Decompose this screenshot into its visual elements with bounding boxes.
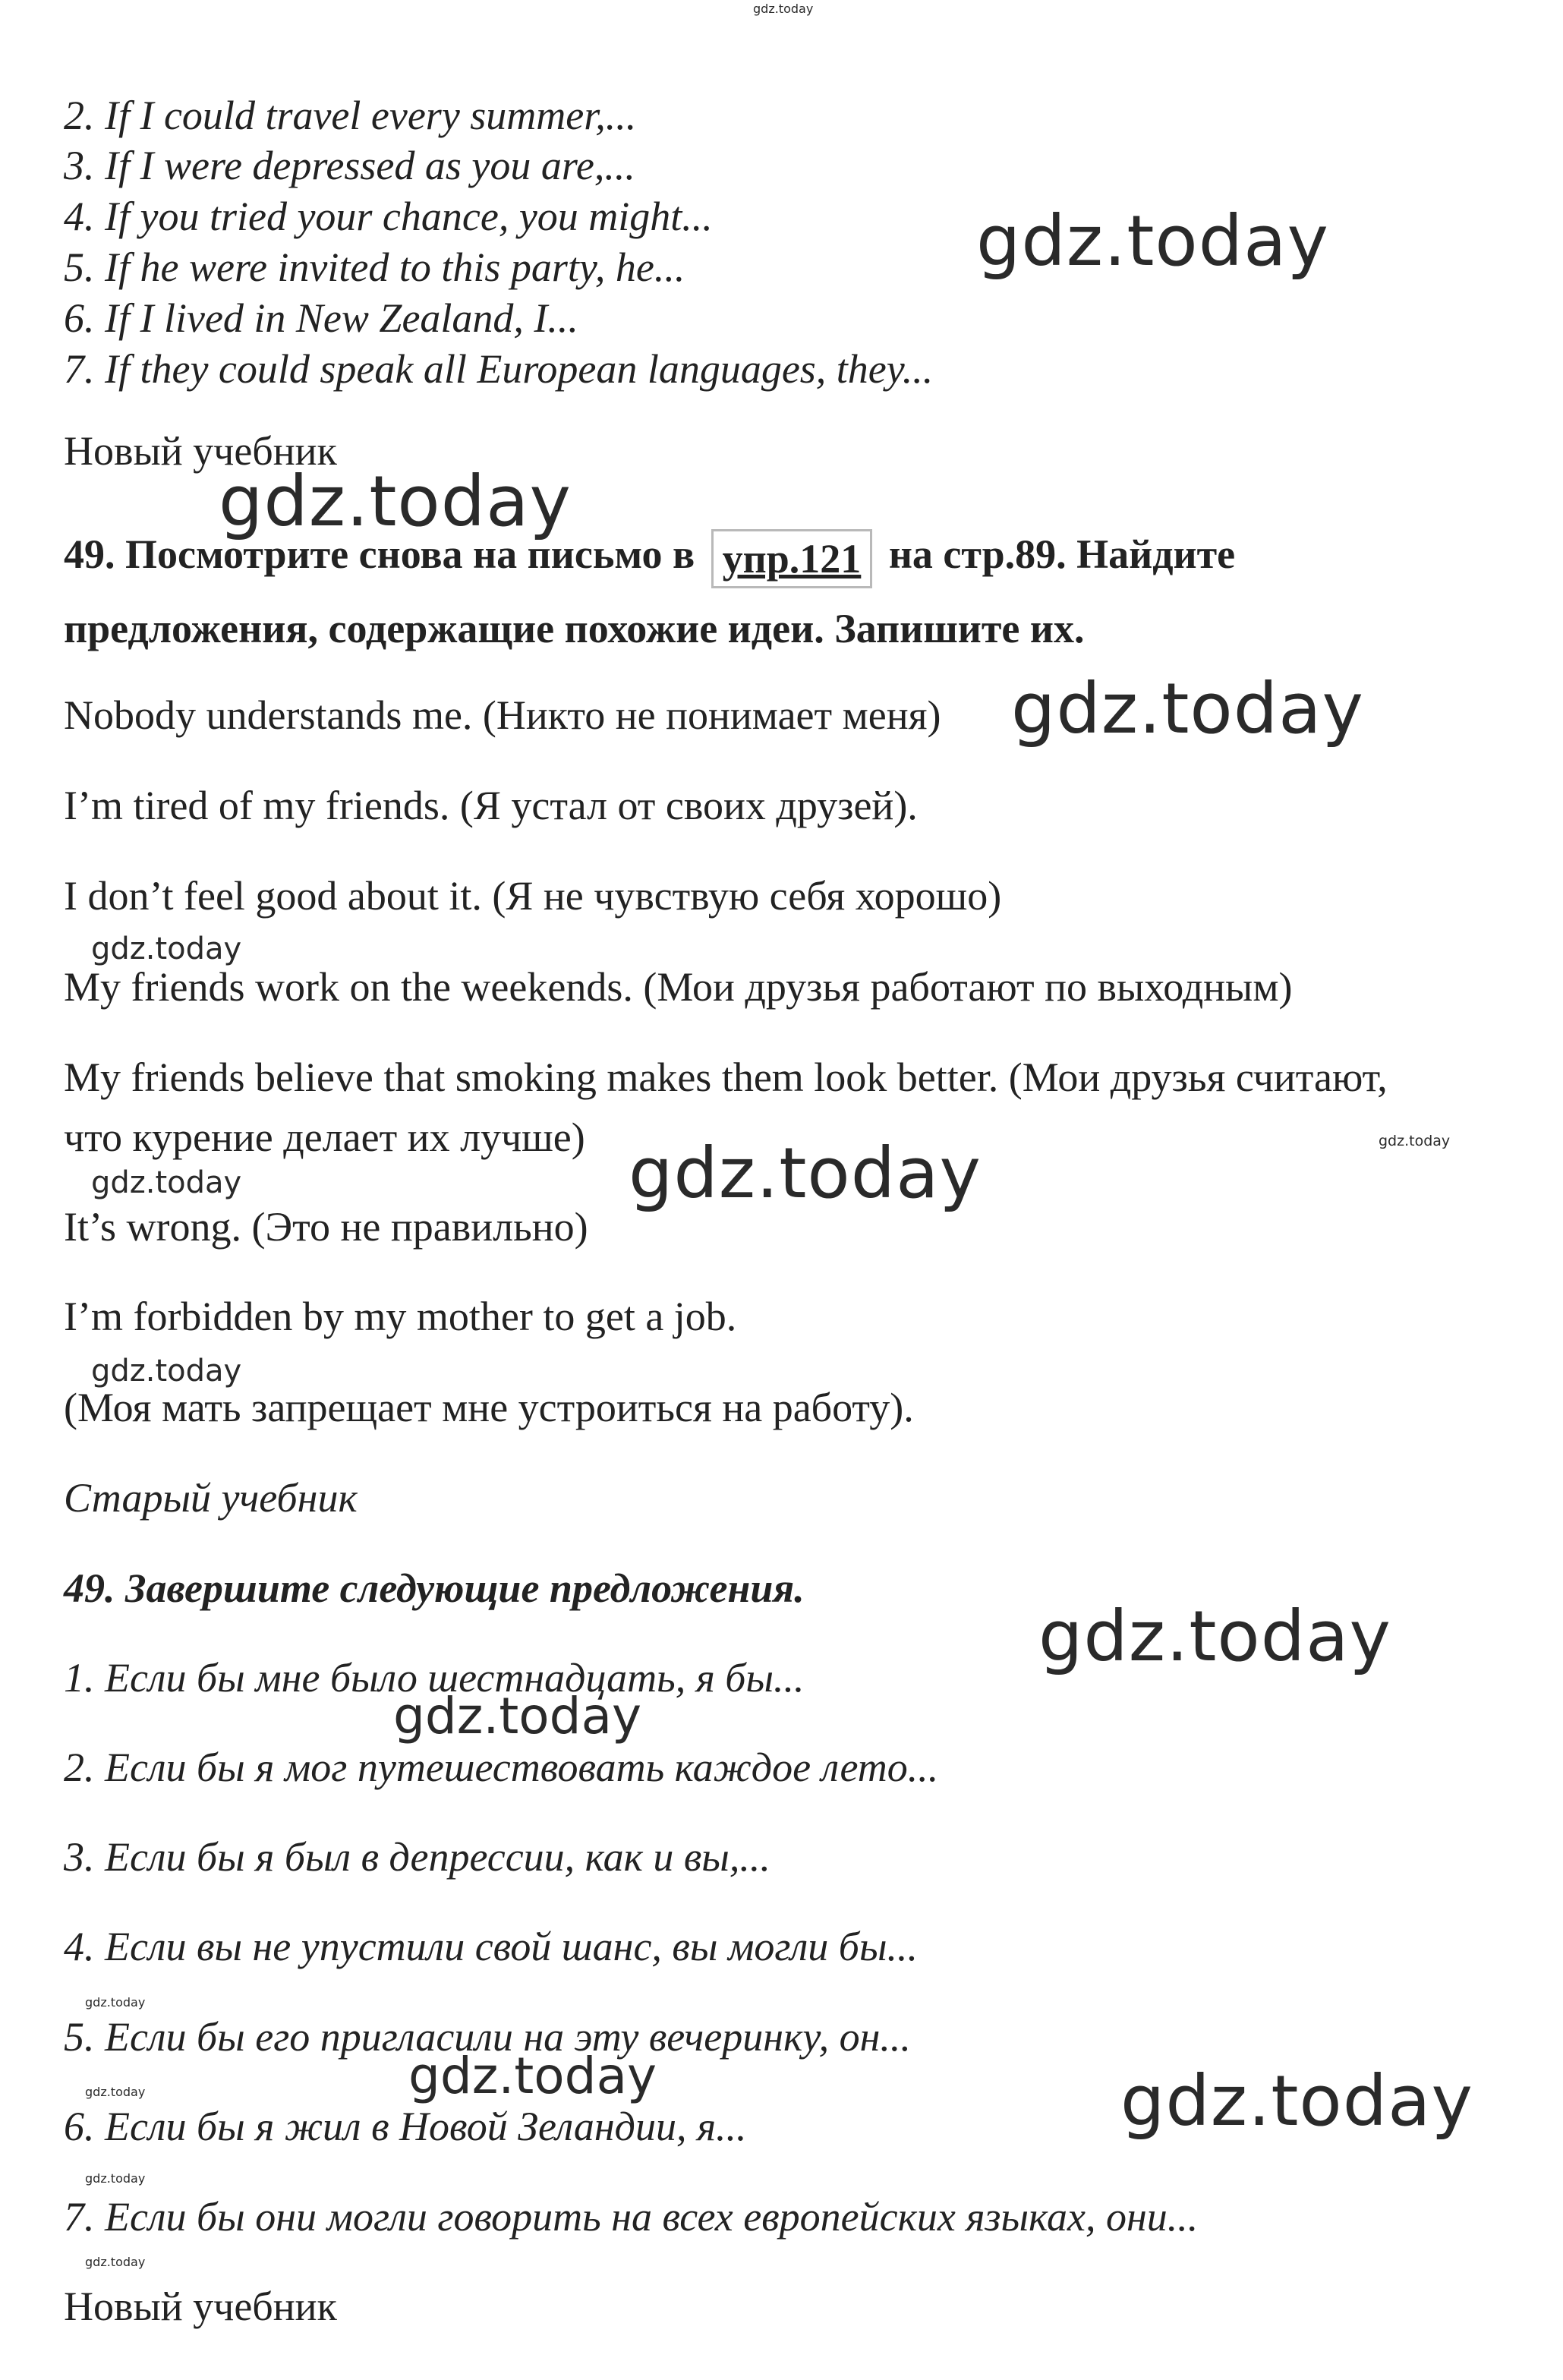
list-item-ru: 3. Если бы я был в депрессии, как и вы,... [64, 1834, 770, 1880]
watermark: gdz.today [629, 1133, 982, 1214]
watermark: gdz.today [1120, 2060, 1473, 2142]
watermark: gdz.today [91, 1165, 242, 1200]
answer-line: My friends believe that smoking makes them look better. (Мои друзья считают, [64, 1054, 1388, 1100]
watermark: gdz.today [753, 2, 814, 16]
watermark: gdz.today [1379, 1133, 1451, 1149]
answer-line: I’m tired of my friends. (Я устал от своих друзей). [64, 783, 918, 828]
watermark: gdz.today [393, 1687, 642, 1745]
list-item-ru: 5. Если бы его пригласили на эту вечеринку, он... [64, 2014, 911, 2060]
watermark: gdz.today [1011, 668, 1364, 749]
task-title-line2: предложения, содержащие похожие идеи. Запишите их. [64, 606, 1085, 651]
list-item-en: 5. If he were invited to this party, he... [64, 244, 685, 290]
watermark: gdz.today [85, 1995, 146, 2010]
section-heading: Новый учебник [64, 428, 337, 474]
list-item-ru: 7. Если бы они могли говорить на всех европейских языках, они... [64, 2194, 1199, 2240]
section-heading: Новый учебник [64, 2284, 337, 2329]
task-title-prefix: 49. Посмотрите снова на письмо в [64, 531, 695, 577]
list-item-en: 4. If you tried your chance, you might... [64, 194, 713, 239]
watermark: gdz.today [85, 2085, 146, 2099]
answer-line: I don’t feel good about it. (Я не чувствую себя хорошо) [64, 873, 1002, 919]
section-heading: Старый учебник [64, 1475, 358, 1521]
list-item-ru: 2. Если бы я мог путешествовать каждое лето... [64, 1745, 939, 1790]
exercise-link[interactable]: упр.121 [711, 529, 873, 588]
answer-line: (Моя мать запрещает мне устроиться на работу). [64, 1385, 914, 1430]
list-item-ru: 4. Если вы не упустили свой шанс, вы могли бы... [64, 1924, 919, 1969]
task-title [64, 525, 1235, 588]
watermark: gdz.today [408, 2047, 657, 2105]
watermark: gdz.today [91, 1354, 242, 1389]
watermark: gdz.today [219, 461, 572, 542]
list-item-en: 7. If they could speak all European languages, they... [64, 346, 934, 392]
answer-line: что курение делает их лучше) [64, 1114, 585, 1160]
watermark: gdz.today [976, 200, 1329, 282]
list-item-en: 6. If I lived in New Zealand, I... [64, 295, 578, 341]
answer-line: Nobody understands me. (Никто не понимает меня) [64, 692, 941, 738]
list-item-en: 2. If I could travel every summer,... [64, 93, 637, 138]
answer-line: I’m forbidden by my mother to get a job. [64, 1294, 737, 1339]
watermark: gdz.today [85, 2171, 146, 2186]
list-item-ru: 6. Если бы я жил в Новой Зеландии, я... [64, 2104, 747, 2149]
answer-line: My friends work on the weekends. (Мои друзья работают по выходным) [64, 964, 1293, 1010]
watermark: gdz.today [91, 932, 242, 966]
list-item-en: 3. If I were depressed as you are,... [64, 143, 635, 188]
list-item-ru: 1. Если бы мне было шестнадцать, я бы... [64, 1655, 805, 1701]
task-title-suffix: на стр.89. Найдите [888, 531, 1236, 577]
task-title: 49. Завершите следующие предложения. [64, 1565, 805, 1611]
answer-line: It’s wrong. (Это не правильно) [64, 1204, 588, 1250]
watermark: gdz.today [1038, 1596, 1391, 1677]
watermark: gdz.today [85, 2255, 146, 2269]
